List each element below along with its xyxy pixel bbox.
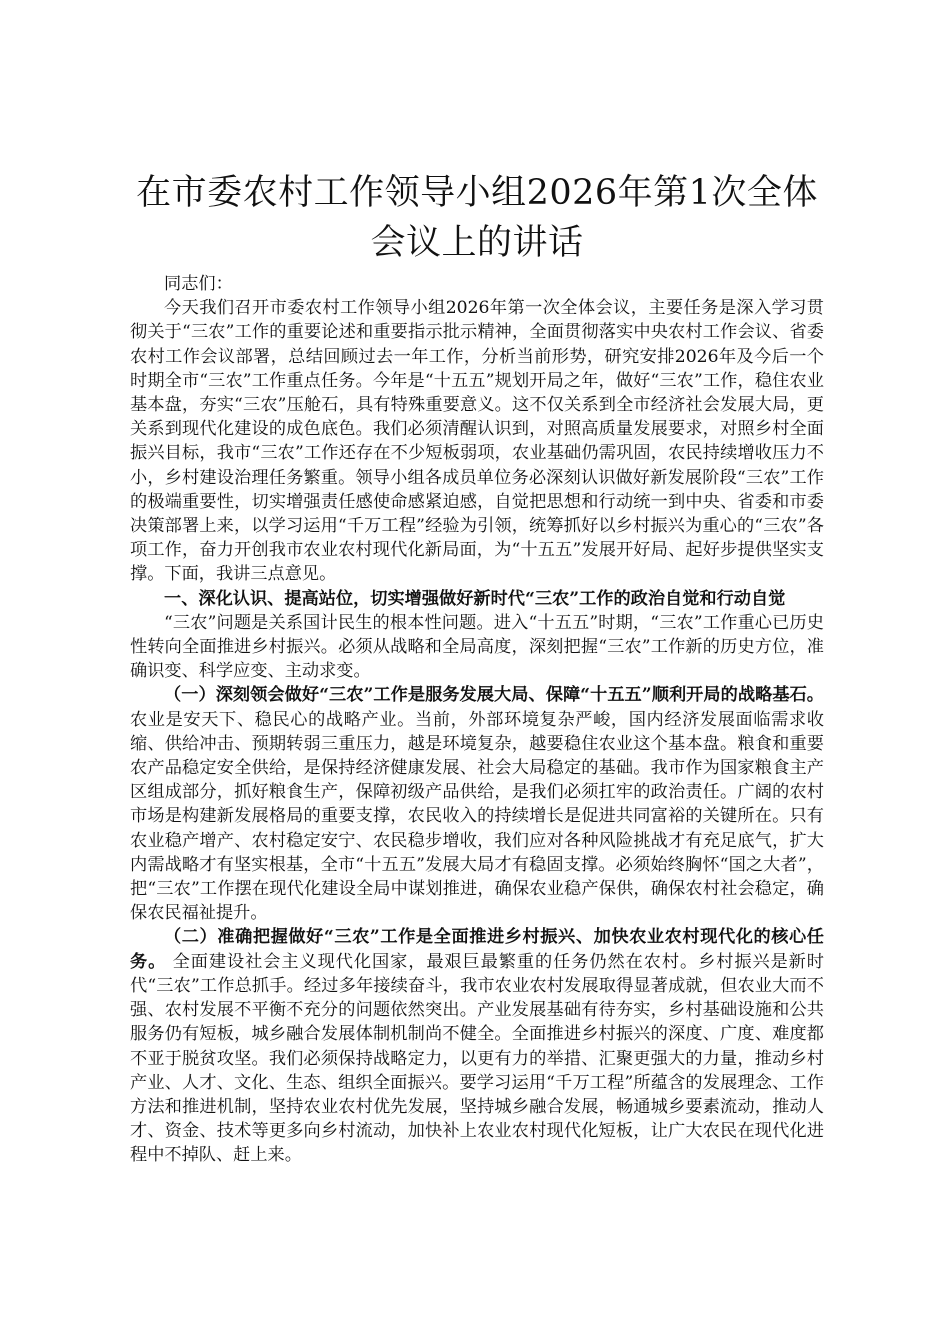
document-title: 在市委农村工作领导小组2026年第1次全体会议上的讲话 — [136, 173, 818, 263]
salutation: 同志们： — [164, 274, 233, 294]
section-1-heading: 一、深化认识、提高站位，切实增强做好新时代“三农”工作的政治自觉和行动自觉 — [164, 588, 786, 609]
intro-paragraph: 今天我们召开市委农村工作领导小组2026年第一次全体会议，主要任务是深入学习贯彻关于“三农”工作的重要论述和重要指示批示精神，全面贯彻落实中央农村工作会议、省委农村工作会议部署，总结回顾过去一年工作，分析当前形势，研究安排2026年及今后一个时期全市“三农”工作重点任务。今年是“十五五”规划开局之年，做好“三农”工作，稳住农业基本盘，夯实“三农”压舱石，具有特殊重要意义。这不仅关系到全市经济社会发展大局，更关系到现代化建设的成色底色。我们必须清醒认识到，对照高质量发展要求，对照乡村全面振兴目标，我市“三农”工作还存在不少短板弱项，农业基础仍需巩固，农民持续增收压力不小，乡村建设治理任务繁重。领导小组各成员单位务必深刻认识做好新发展阶段“三农”工作的极端重要性，切实增强责任感使命感紧迫感，自觉把思想和行动统一到中央、省委和市委决策部署上来，以学习运用“千万工程”经验为引领，统筹抓好以乡村振兴为重心的“三农”各项工作，奋力开创我市农业农村现代化新局面，为“十五五”发展开好局、起好步提供坚实支撑。下面，我讲三点意见。 — [130, 298, 824, 585]
document-page — [130, 168, 824, 1168]
subsection-2-heading: （二）准确把握做好“三农”工作是全面推进乡村振兴、加快农业农村现代化的核心任务。 — [130, 927, 824, 972]
subsection-1-heading: （一）深刻领会做好“三农”工作是服务发展大局、保障“十五五”顺利开局的战略基石。 — [164, 685, 824, 706]
subsection-2-paragraph — [130, 925, 824, 1167]
document-body — [130, 272, 824, 1168]
subsection-1-text: 农业是安天下、稳民心的战略产业。当前，外部环境复杂严峻，国内经济发展面临需求收缩、供给冲击、预期转弱三重压力，越是环境复杂，越要稳住农业这个基本盘。粮食和重要农产品稳定安全供给，是保持经济健康发展、社会大局稳定的基础。我市作为国家粮食主产区组成部分，抓好粮食生产，保障初级产品供给，是我们必须扛牢的政治责任。广阔的农村市场是构建新发展格局的重要支撑，农民收入的持续增长是促进共同富裕的关键所在。只有农业稳产增产、农村稳定安宁、农民稳步增收，我们应对各种风险挑战才有充足底气，扩大内需战略才有坚实根基，全市“十五五”发展大局才有稳固支撑。必须始终胸怀“国之大者”，把“三农”工作摆在现代化建设全局中谋划推进，确保农业稳产保供，确保农村社会稳定，确保农民福祉提升。 — [130, 709, 824, 924]
subsection-2-text: 全面建设社会主义现代化国家，最艰巨最繁重的任务仍然在农村。乡村振兴是新时代“三农”工作总抓手。经过多年接续奋斗，我市农业农村发展取得显著成就，但农业大而不强、农村发展不平衡不充分的问题依然突出。产业发展基础有待夯实，乡村基础设施和公共服务仍有短板，城乡融合发展体制机制尚不健全。全面推进乡村振兴的深度、广度、难度都不亚于脱贫攻坚。我们必须保持战略定力，以更有力的举措、汇聚更强大的力量，推动乡村产业、人才、文化、生态、组织全面振兴。要学习运用“千万工程”所蕴含的发展理念、工作方法和推进机制，坚持农业农村优先发展，坚持城乡融合发展，畅通城乡要素流动，推动人才、资金、技术等更多向乡村流动，加快补上农业农村现代化短板，让广大农民在现代化进程中不掉队、赶上来。 — [130, 951, 824, 1166]
subsection-1-paragraph — [130, 683, 824, 925]
section-1-intro: “三农”问题是关系国计民生的根本性问题。进入“十五五”时期，“三农”工作重心已历史性转向全面推进乡村振兴。必须从战略和全局高度，深刻把握“三农”工作新的历史方位，准确识变、科学应变、主动求变。 — [130, 612, 824, 682]
